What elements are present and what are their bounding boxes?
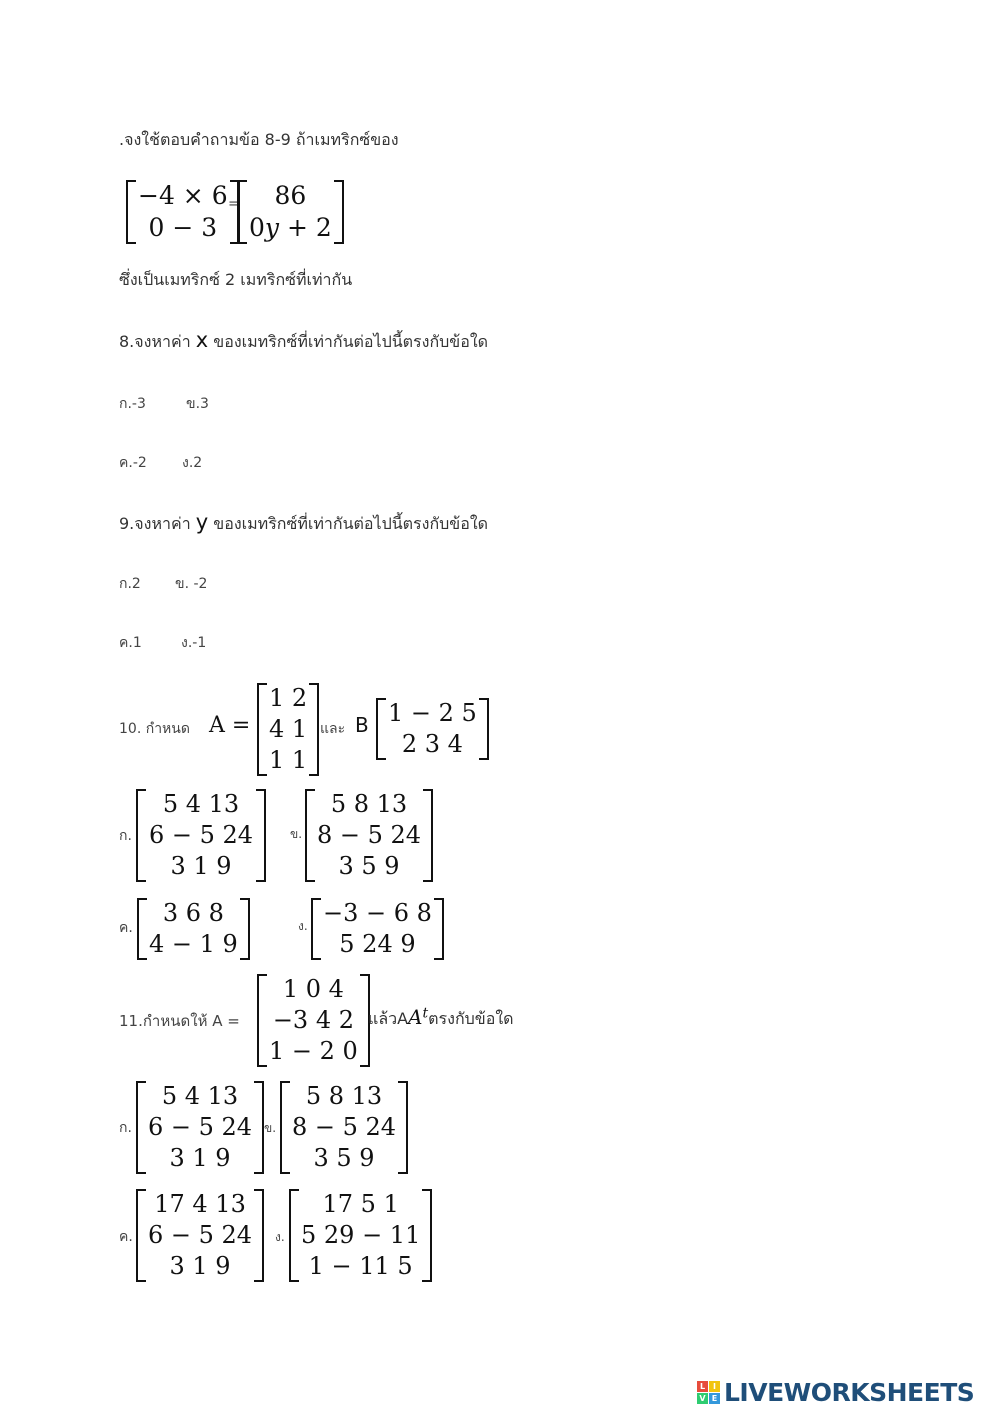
matrix-row: 0 − 3 <box>148 213 218 242</box>
matrix-row: 3 1 9 <box>170 852 232 880</box>
matrix-row: 6 − 5 24 <box>148 1113 253 1141</box>
q11-suffix-after: ตรงกับข้อใด <box>428 1009 514 1028</box>
matrix-row: 4 − 1 9 <box>149 930 238 958</box>
q11-suffix-math: 𝐴 <box>408 1005 423 1029</box>
matrix-row: 5 8 13 <box>305 1082 383 1110</box>
matrix-row: 6 − 5 24 <box>148 1221 253 1249</box>
equals-sign: = <box>228 196 240 212</box>
matrix-row: 17 4 13 <box>154 1190 246 1218</box>
logo-tile: E <box>709 1393 720 1404</box>
q8-variable: x <box>195 328 209 352</box>
matrix-row: 5 4 13 <box>162 790 240 818</box>
q11-suffix-before: แล้วA <box>368 1009 409 1028</box>
q10-prefix: 10. กำหนด <box>119 721 190 737</box>
q11-choice-d-label[interactable]: ง. <box>275 1230 285 1244</box>
q11-prefix: 11.กำหนดให้ A = <box>119 1012 240 1030</box>
matrix-row: 5 8 13 <box>330 790 408 818</box>
q11-choice-d-matrix[interactable] <box>289 1189 432 1282</box>
intro-instruction: .จงใช้ตอบคำถามข้อ 8-9 ถ้าเมทริกซ์ของ <box>119 130 399 149</box>
q10-choice-b-matrix[interactable] <box>305 789 433 882</box>
q9-question <box>119 510 488 537</box>
q11-choice-c-matrix[interactable] <box>136 1189 264 1282</box>
q8-text-before: จงหาค่า <box>134 332 196 351</box>
q10-a-label: A = <box>209 713 251 738</box>
matrix-row: 6 − 5 24 <box>148 821 254 849</box>
q10-choice-a-label[interactable]: ก. <box>119 828 132 844</box>
matrix-row: 4 1 <box>269 715 308 743</box>
matrix-row: 86 <box>274 181 307 210</box>
logo-icon <box>697 1381 720 1404</box>
liveworksheets-logo[interactable] <box>697 1378 974 1407</box>
q10-b-label: B <box>355 713 369 737</box>
matrix-row: 1 2 <box>269 684 308 712</box>
q11-suffix <box>368 1005 514 1032</box>
q8-number: 8. <box>119 332 135 351</box>
q11-matrix-a <box>257 974 370 1067</box>
matrix-row: 3 6 8 <box>162 899 224 927</box>
q10-choice-c-matrix[interactable] <box>137 898 250 960</box>
q9-choice-a[interactable]: ก.2 <box>119 576 141 592</box>
q9-choice-d[interactable]: ง.-1 <box>181 635 207 651</box>
matrix-row: 1 − 2 5 <box>388 699 477 727</box>
matrix-row: 5 4 13 <box>161 1082 239 1110</box>
logo-text: LIVEWORKSHEETS <box>724 1378 975 1407</box>
q9-choice-b[interactable]: ข. -2 <box>175 576 208 592</box>
q11-choice-a-label[interactable]: ก. <box>119 1120 132 1136</box>
q10-and-text: และ <box>320 721 346 737</box>
matrix-row: 8 − 5 24 <box>292 1113 397 1141</box>
matrix-row: 1 0 4 <box>282 975 344 1003</box>
matrix-row: 5 24 9 <box>339 930 416 958</box>
matrix-row: 17 5 1 <box>322 1190 399 1218</box>
q11-choice-a-matrix[interactable] <box>136 1081 264 1174</box>
intro-matrix-right <box>237 180 344 244</box>
q11-choice-b-label[interactable]: ข. <box>264 1121 277 1135</box>
matrix-row: 1 − 2 0 <box>269 1037 358 1065</box>
matrix-row: 1 − 11 5 <box>308 1252 413 1280</box>
matrix-row: −4 × 6 <box>138 181 228 210</box>
q10-matrix-b <box>376 698 489 760</box>
q9-choice-c[interactable]: ค.1 <box>119 635 142 651</box>
matrix-row: 2 3 4 <box>401 730 463 758</box>
q11-choice-b-matrix[interactable] <box>280 1081 408 1174</box>
logo-tile: I <box>709 1381 720 1392</box>
q10-choice-c-label[interactable]: ค. <box>119 920 133 936</box>
q10-choice-d-label[interactable]: ง. <box>298 919 308 933</box>
q8-choice-d[interactable]: ง.2 <box>182 455 203 471</box>
q8-choice-a[interactable]: ก.-3 <box>119 396 146 412</box>
q10-choice-d-matrix[interactable] <box>311 898 444 960</box>
matrix-row: −3 − 6 8 <box>323 899 432 927</box>
intro-matrix-left <box>126 180 240 244</box>
q8-choice-c[interactable]: ค.-2 <box>119 455 147 471</box>
matrix-row: 3 1 9 <box>169 1144 231 1172</box>
q9-text-before: จงหาค่า <box>134 514 196 533</box>
q10-choice-b-label[interactable]: ข. <box>290 827 303 841</box>
matrix-row: 5 29 − 11 <box>301 1221 421 1249</box>
q8-text-after: ของเมทริกซ์ที่เท่ากันต่อไปนี้ตรงกับข้อใด <box>208 332 489 351</box>
matrix-row: −3 4 2 <box>272 1006 354 1034</box>
q11-choice-c-label[interactable]: ค. <box>119 1229 133 1245</box>
q8-choice-b[interactable]: ข.3 <box>186 396 209 412</box>
q10-matrix-a <box>257 683 319 776</box>
matrix-row: 3 5 9 <box>313 1144 375 1172</box>
q9-number: 9. <box>119 514 135 533</box>
intro-note: ซึ่งเป็นเมทริกซ์ 2 เมทริกซ์ที่เท่ากัน <box>119 270 353 289</box>
logo-tile: V <box>697 1393 708 1404</box>
matrix-row: 0𝑦 + 2 <box>249 213 332 242</box>
matrix-row: 1 1 <box>269 746 308 774</box>
matrix-row: 3 5 9 <box>338 852 400 880</box>
q10-choice-a-matrix[interactable] <box>136 789 266 882</box>
q8-question <box>119 328 488 355</box>
q9-variable: y <box>195 510 209 534</box>
matrix-row: 3 1 9 <box>169 1252 231 1280</box>
logo-tile: L <box>697 1381 708 1392</box>
q11-suffix-sup: 𝑡 <box>422 1005 429 1022</box>
q9-text-after: ของเมทริกซ์ที่เท่ากันต่อไปนี้ตรงกับข้อใด <box>208 514 489 533</box>
matrix-row: 8 − 5 24 <box>317 821 422 849</box>
